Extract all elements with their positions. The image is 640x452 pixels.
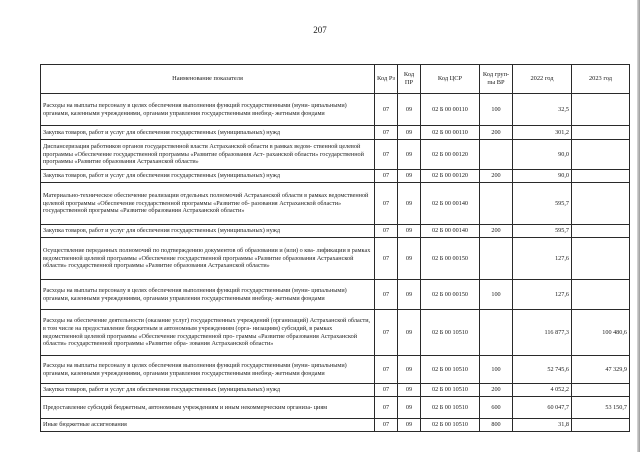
row-2023 [572,384,630,397]
row-vr: 200 [480,126,513,140]
row-2022: 127,6 [513,238,572,280]
row-csr: 02 Б 00 00120 [421,170,480,183]
row-name: Расходы на выплаты персоналу в целях обеспечения выполнения функций государственными (муни- ципальными) органами, казенными учреждениями, органами управления государственными внебюд- жетными фондами [41,94,375,126]
row-name: Закупка товаров, работ и услуг для обеспечения государственных (муниципальных) нужд [41,384,375,397]
row-csr: 02 Б 00 00120 [421,140,480,170]
table-row [41,170,630,183]
row-pr: 09 [398,94,421,126]
row-name: Диспансеризация работников органов государственной власти Астраханской области в рамках ведом- ственной целевой программы «Обеспечение государственной программы «Развитие образования Аст- раханской области» государственной программы «Развитие образования Астраханской области» [41,140,375,170]
table-row [41,140,630,170]
row-pr: 09 [398,225,421,238]
row-2023 [572,225,630,238]
row-2023: 53 150,7 [572,397,630,419]
header-csr: Код ЦСР [421,65,480,94]
row-2022: 116 877,3 [513,310,572,356]
row-rz: 07 [375,384,398,397]
row-pr: 09 [398,384,421,397]
row-rz: 07 [375,225,398,238]
row-csr: 02 Б 00 00150 [421,238,480,280]
row-2022: 32,5 [513,94,572,126]
row-vr [480,238,513,280]
row-2022: 595,7 [513,183,572,225]
row-csr: 02 Б 00 10510 [421,310,480,356]
row-vr: 100 [480,356,513,384]
row-vr [480,183,513,225]
row-2022: 90,0 [513,140,572,170]
table-row [41,225,630,238]
row-name: Закупка товаров, работ и услуг для обеспечения государственных (муниципальных) нужд [41,225,375,238]
header-vr: Код груп- пы ВР [480,65,513,94]
row-vr: 800 [480,419,513,432]
row-2023 [572,140,630,170]
row-vr: 100 [480,280,513,310]
row-name: Предоставление субсидий бюджетным, автономным учреждениям и иным некоммерческим организа- циям [41,397,375,419]
row-pr: 09 [398,419,421,432]
row-2023 [572,280,630,310]
table-row [41,419,630,432]
row-csr: 02 Б 00 00140 [421,225,480,238]
row-csr: 02 Б 00 00140 [421,183,480,225]
row-rz: 07 [375,310,398,356]
row-2022: 595,7 [513,225,572,238]
table-row [41,310,630,356]
table-row [41,183,630,225]
header-name: Наименование показателя [41,65,375,94]
row-2023 [572,183,630,225]
row-name: Расходы на выплаты персоналу в целях обеспечения выполнения функций государственными (муни- ципальными) органами, казенными учреждениями, органами управления государственными внебюд- жетными фондами [41,356,375,384]
row-vr: 200 [480,384,513,397]
page-number: 207 [313,25,327,35]
table-row [41,384,630,397]
row-vr [480,140,513,170]
row-name: Расходы на обеспечение деятельности (оказание услуг) государственных учреждений (организаций) Астраханской области, в том числе на предоставление бюджетным и автономным учреждениям (орга- низациям) субсидий, в рамках ведомственной целевой программы «Обеспечение государственной про- граммы «Развитие образования Астраханской области» государственной программы «Развитие обра- зования Астраханской области» [41,310,375,356]
row-pr: 09 [398,126,421,140]
row-rz: 07 [375,238,398,280]
row-vr: 100 [480,94,513,126]
table-body [41,94,630,432]
row-pr: 09 [398,238,421,280]
row-pr: 09 [398,280,421,310]
row-rz: 07 [375,280,398,310]
header-rz: Код Рз [375,65,398,94]
row-rz: 07 [375,126,398,140]
row-csr: 02 Б 00 10510 [421,384,480,397]
row-2022: 90,0 [513,170,572,183]
row-2023 [572,94,630,126]
row-csr: 02 Б 00 10510 [421,397,480,419]
row-rz: 07 [375,419,398,432]
row-rz: 07 [375,397,398,419]
table-header-row [41,65,630,94]
table-row [41,397,630,419]
table-row [41,238,630,280]
row-pr: 09 [398,183,421,225]
row-name: Иные бюджетные ассигнования [41,419,375,432]
row-2022: 60 047,7 [513,397,572,419]
row-vr: 200 [480,170,513,183]
row-vr: 200 [480,225,513,238]
row-rz: 07 [375,170,398,183]
row-name: Расходы на выплаты персоналу в целях обеспечения выполнения функций государственными (муни- ципальными) органами, казенными учреждениями, органами управления государственными внебюд- жетными фондами [41,280,375,310]
row-rz: 07 [375,183,398,225]
row-name: Осуществление переданных полномочий по подтверждению документов об образовании и (или) о ква- лификации в рамках ведомственной целевой программы «Обеспечение государственной программы «Развитие образования Астраханской области» государственной программы «Развитие образования Астраханской области» [41,238,375,280]
row-pr: 09 [398,310,421,356]
row-name: Закупка товаров, работ и услуг для обеспечения государственных (муниципальных) нужд [41,126,375,140]
row-csr: 02 Б 00 10510 [421,356,480,384]
row-2022: 127,6 [513,280,572,310]
budget-table [40,64,630,432]
row-name: Закупка товаров, работ и услуг для обеспечения государственных (муниципальных) нужд [41,170,375,183]
row-2022: 301,2 [513,126,572,140]
table-row [41,280,630,310]
row-2023 [572,419,630,432]
row-rz: 07 [375,356,398,384]
header-2023: 2023 год [572,65,630,94]
row-2023 [572,170,630,183]
row-2022: 52 745,6 [513,356,572,384]
header-2022: 2022 год [513,65,572,94]
row-pr: 09 [398,356,421,384]
header-pr: Код ПР [398,65,421,94]
row-2023 [572,238,630,280]
row-2023 [572,126,630,140]
table-row [41,94,630,126]
row-2023: 47 329,9 [572,356,630,384]
table-row [41,356,630,384]
row-pr: 09 [398,170,421,183]
row-vr [480,310,513,356]
row-csr: 02 Б 00 00110 [421,94,480,126]
row-name: Материально-техническое обеспечение реализации отдельных полномочий Астраханской области в рамках ведомственной целевой программы «Обеспечение государственной программы «Развитие об- разования Астраханской области» государственной программы «Развитие образования Астраханской области» [41,183,375,225]
row-vr: 600 [480,397,513,419]
row-2022: 31,8 [513,419,572,432]
row-pr: 09 [398,140,421,170]
table-row [41,126,630,140]
row-csr: 02 Б 00 00110 [421,126,480,140]
row-csr: 02 Б 00 10510 [421,419,480,432]
row-2022: 4 052,2 [513,384,572,397]
row-2023: 100 480,6 [572,310,630,356]
row-csr: 02 Б 00 00150 [421,280,480,310]
row-rz: 07 [375,140,398,170]
row-pr: 09 [398,397,421,419]
row-rz: 07 [375,94,398,126]
